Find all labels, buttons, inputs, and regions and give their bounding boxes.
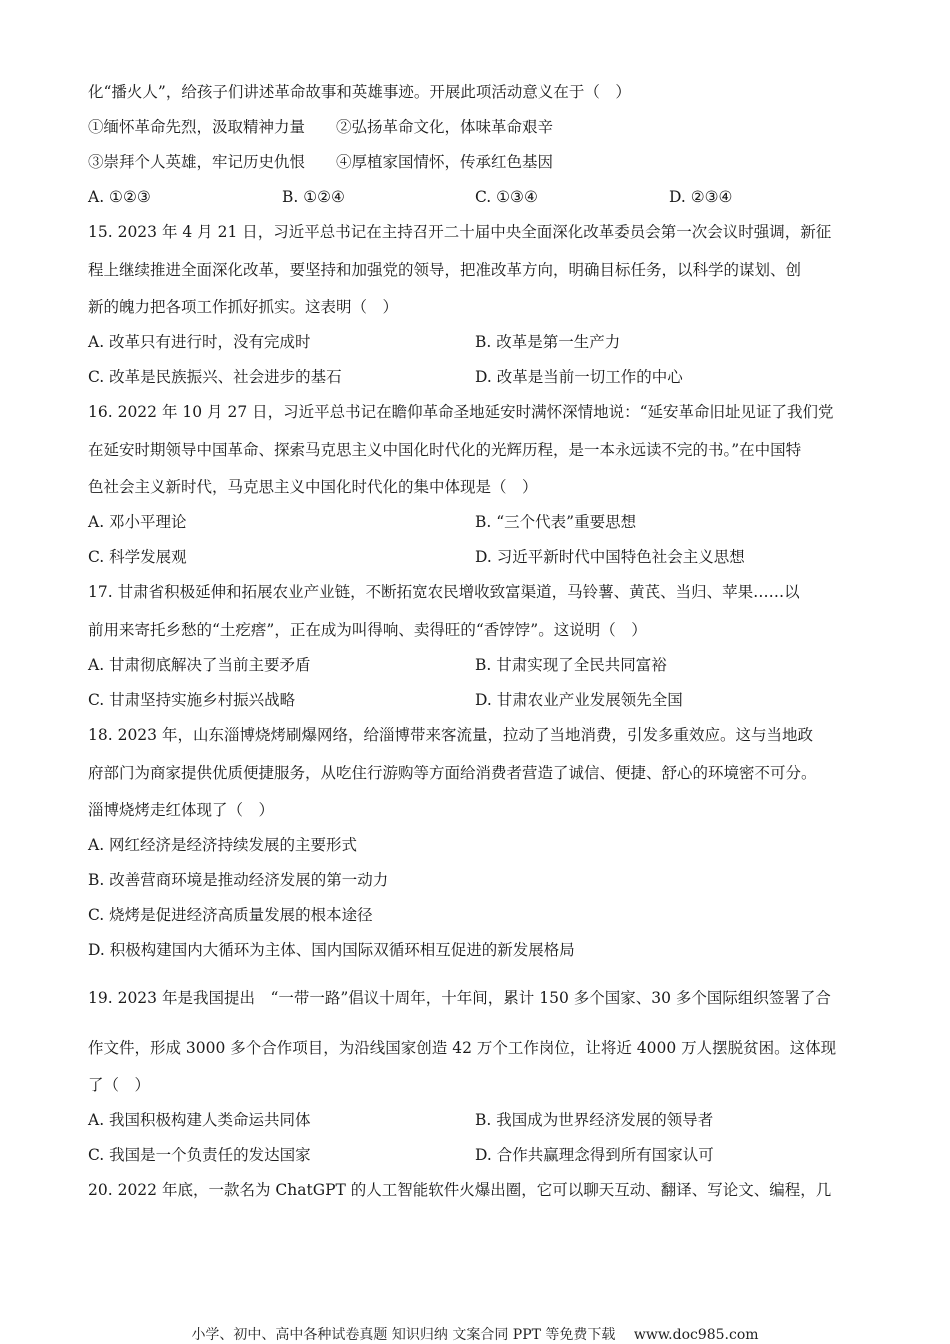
- q14-option-d: D. ②③④: [669, 188, 733, 206]
- q17-option-d: D. 甘肃农业产业发展领先全国: [475, 691, 683, 709]
- q18-stem-line-3: 淄博烧烤走红体现了（ ）: [88, 801, 275, 819]
- q15-option-a: A. 改革只有进行时，没有完成时: [88, 333, 311, 351]
- q18-stem-line-1: 18. 2023 年，山东淄博烧烤刷爆网络，给淄博带来客流量，拉动了当地消费，引发多重效应。这与当地政: [88, 726, 813, 744]
- q19-stem-line-3: 了（ ）: [88, 1076, 151, 1094]
- q14-statements-line-1: ①缅怀革命先烈，汲取精神力量 ②弘扬革命文化，体味革命艰辛: [88, 118, 554, 136]
- q16-option-a: A. 邓小平理论: [88, 513, 187, 531]
- q14-option-a: A. ①②③: [88, 188, 151, 206]
- q15-option-d: D. 改革是当前一切工作的中心: [475, 368, 683, 386]
- q14-option-c: C. ①③④: [475, 188, 538, 206]
- q18-stem-line-2: 府部门为商家提供优质便捷服务，从吃住行游购等方面给消费者营造了诚信、便捷、舒心的环境密不可分。: [88, 764, 817, 782]
- q16-option-c: C. 科学发展观: [88, 548, 187, 566]
- q19-stem-line-1: 19. 2023 年是我国提出 “一带一路”倡议十周年，十年间，累计 150 多个国家、30 多个国际组织签署了合: [88, 989, 831, 1007]
- q19-option-b: B. 我国成为世界经济发展的领导者: [475, 1111, 714, 1129]
- q15-option-b: B. 改革是第一生产力: [475, 333, 621, 351]
- q14-option-b: B. ①②④: [282, 188, 345, 206]
- q18-option-a: A. 网红经济是经济持续发展的主要形式: [88, 836, 358, 854]
- q16-stem-line-3: 色社会主义新时代，马克思主义中国化时代化的集中体现是（ ）: [88, 478, 538, 496]
- q20-stem-line-1: 20. 2022 年底，一款名为 ChatGPT 的人工智能软件火爆出圈，它可以聊天互动、翻译、写论文、编程，几: [88, 1181, 832, 1199]
- q17-stem-line-2: 前用来寄托乡愁的“土疙瘩”，正在成为叫得响、卖得旺的“香饽饽”。这说明（ ）: [88, 621, 647, 639]
- q19-option-c: C. 我国是一个负责任的发达国家: [88, 1146, 311, 1164]
- page-footer: 小学、初中、高中各种试卷真题 知识归纳 文案合同 PPT 等免费下载 www.doc985.com: [191, 1327, 759, 1343]
- q19-stem-line-2: 作文件，形成 3000 多个合作项目，为沿线国家创造 42 万个工作岗位，让将近 4000 万人摆脱贫困。这体现: [88, 1039, 837, 1057]
- q16-stem-line-1: 16. 2022 年 10 月 27 日，习近平总书记在瞻仰革命圣地延安时满怀深情地说：“延安革命旧址见证了我们党: [88, 403, 834, 421]
- q15-stem-line-1: 15. 2023 年 4 月 21 日，习近平总书记在主持召开二十届中央全面深化改革委员会第一次会议时强调，新征: [88, 223, 832, 241]
- q16-stem-line-2: 在延安时期领导中国革命、探索马克思主义中国化时代化的光辉历程，是一本永远读不完的书。”在中国特: [88, 441, 802, 459]
- q17-option-a: A. 甘肃彻底解决了当前主要矛盾: [88, 656, 311, 674]
- q14-statements-line-2: ③崇拜个人英雄，牢记历史仇恨 ④厚植家国情怀，传承红色基因: [88, 153, 554, 171]
- q15-stem-line-3: 新的魄力把各项工作抓好抓实。这表明（ ）: [88, 298, 399, 316]
- q15-option-c: C. 改革是民族振兴、社会进步的基石: [88, 368, 342, 386]
- q19-option-a: A. 我国积极构建人类命运共同体: [88, 1111, 311, 1129]
- q17-stem-line-1: 17. 甘肃省积极延伸和拓展农业产业链，不断拓宽农民增收致富渠道，马铃薯、黄芪、当归、苹果……以: [88, 583, 800, 601]
- q18-option-b: B. 改善营商环境是推动经济发展的第一动力: [88, 871, 389, 889]
- q18-option-c: C. 烧烤是促进经济高质量发展的根本途径: [88, 906, 373, 924]
- q19-option-d: D. 合作共赢理念得到所有国家认可: [475, 1146, 714, 1164]
- q17-option-c: C. 甘肃坚持实施乡村振兴战略: [88, 691, 296, 709]
- q16-option-b: B. “三个代表”重要思想: [475, 513, 637, 531]
- q17-option-b: B. 甘肃实现了全民共同富裕: [475, 656, 667, 674]
- q18-option-d: D. 积极构建国内大循环为主体、国内国际双循环相互促进的新发展格局: [88, 941, 575, 959]
- q15-stem-line-2: 程上继续推进全面深化改革，要坚持和加强党的领导，把准改革方向，明确目标任务，以科学的谋划、创: [88, 261, 802, 279]
- q16-option-d: D. 习近平新时代中国特色社会主义思想: [475, 548, 745, 566]
- q14-stem-tail: 化“播火人”，给孩子们讲述革命故事和英雄事迹。开展此项活动意义在于（ ）: [88, 83, 631, 101]
